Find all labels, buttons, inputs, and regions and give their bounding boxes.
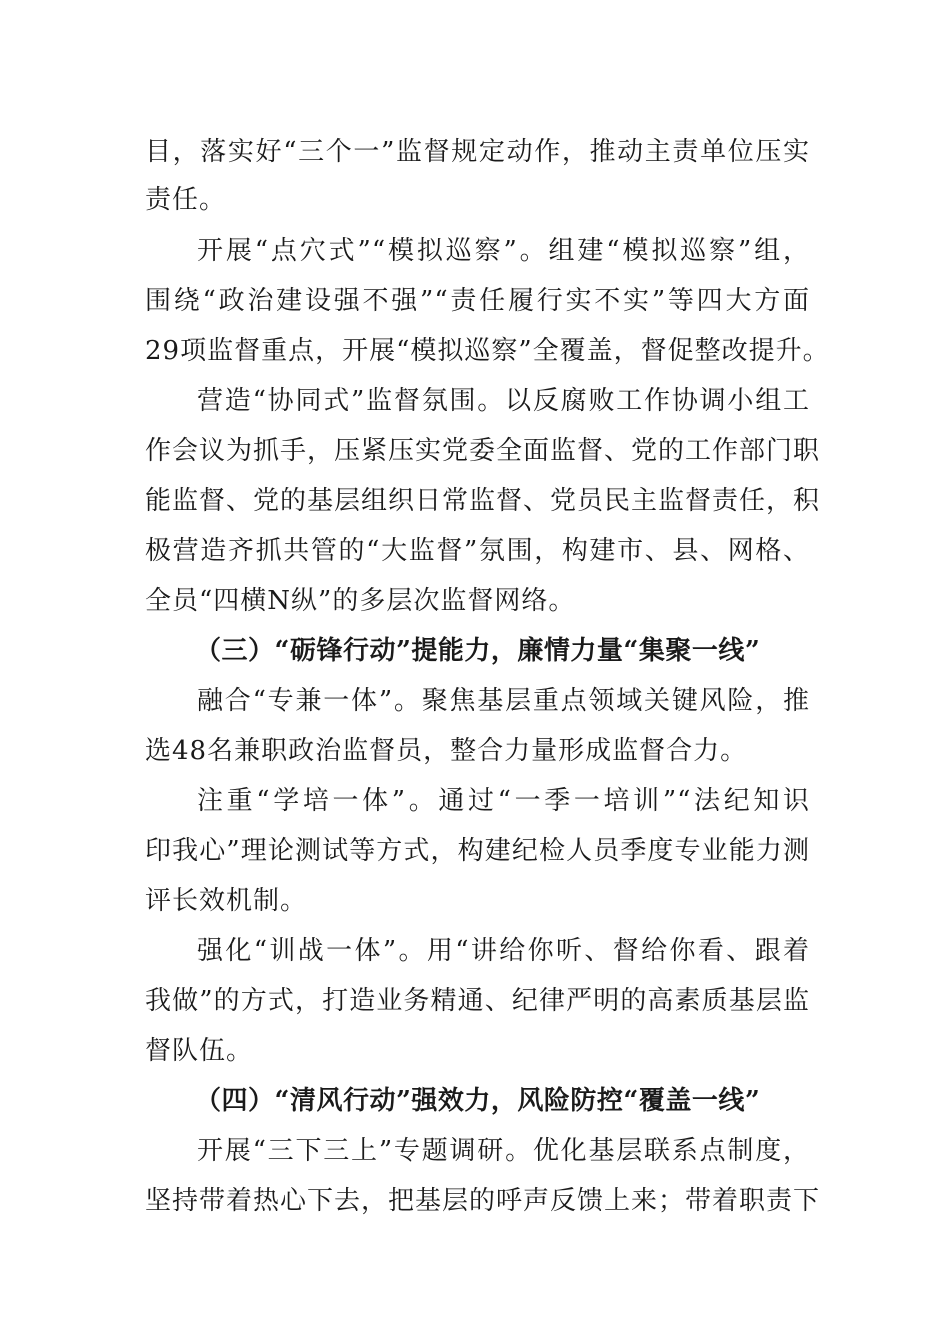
text-line: 能监督、党的基层组织日常监督、党员民主监督责任，积 bbox=[145, 486, 821, 516]
paragraph-start: 强化“训战一体”。用“讲给你听、督给你看、跟着 bbox=[197, 936, 810, 966]
text-line: 坚持带着热心下去，把基层的呼声反馈上来；带着职责下 bbox=[145, 1186, 821, 1216]
text-line: 督队伍。 bbox=[145, 1036, 254, 1066]
paragraph-start: 融合“专兼一体”。聚焦基层重点领域关键风险，推 bbox=[197, 686, 810, 716]
section-heading: （四）“清风行动”强效力，风险防控“覆盖一线” bbox=[195, 1086, 761, 1116]
paragraph-start: 注重“学培一体”。通过“一季一培训”“法纪知识 bbox=[197, 786, 810, 816]
text-line: 围绕“政治建设强不强”“责任履行实不实”等四大方面 bbox=[145, 286, 810, 316]
text-line: 评长效机制。 bbox=[145, 886, 308, 916]
text-line: 极营造齐抓共管的“大监督”氛围，构建市、县、网格、 bbox=[145, 536, 810, 566]
paragraph-start: 开展“三下三上”专题调研。优化基层联系点制度， bbox=[197, 1136, 810, 1166]
text-line: 印我心”理论测试等方式，构建纪检人员季度专业能力测 bbox=[145, 836, 810, 866]
paragraph-start: 开展“点穴式”“模拟巡察”。组建“模拟巡察”组， bbox=[197, 236, 810, 266]
section-heading: （三）“砺锋行动”提能力，廉情力量“集聚一线” bbox=[195, 636, 761, 666]
text-line: 我做”的方式，打造业务精通、纪律严明的高素质基层监 bbox=[145, 986, 810, 1016]
paragraph-start: 营造“协同式”监督氛围。以反腐败工作协调小组工 bbox=[197, 386, 810, 416]
text-line: 29项监督重点，开展“模拟巡察”全覆盖，督促整改提升。 bbox=[145, 336, 830, 366]
text-line: 目，落实好“三个一”监督规定动作，推动主责单位压实 bbox=[145, 137, 810, 167]
text-line: 作会议为抓手，压紧压实党委全面监督、党的工作部门职 bbox=[145, 436, 821, 466]
text-line: 全员“四横N纵”的多层次监督网络。 bbox=[145, 586, 576, 616]
text-line: 选48名兼职政治监督员，整合力量形成监督合力。 bbox=[145, 736, 748, 766]
text-line: 责任。 bbox=[145, 185, 227, 215]
